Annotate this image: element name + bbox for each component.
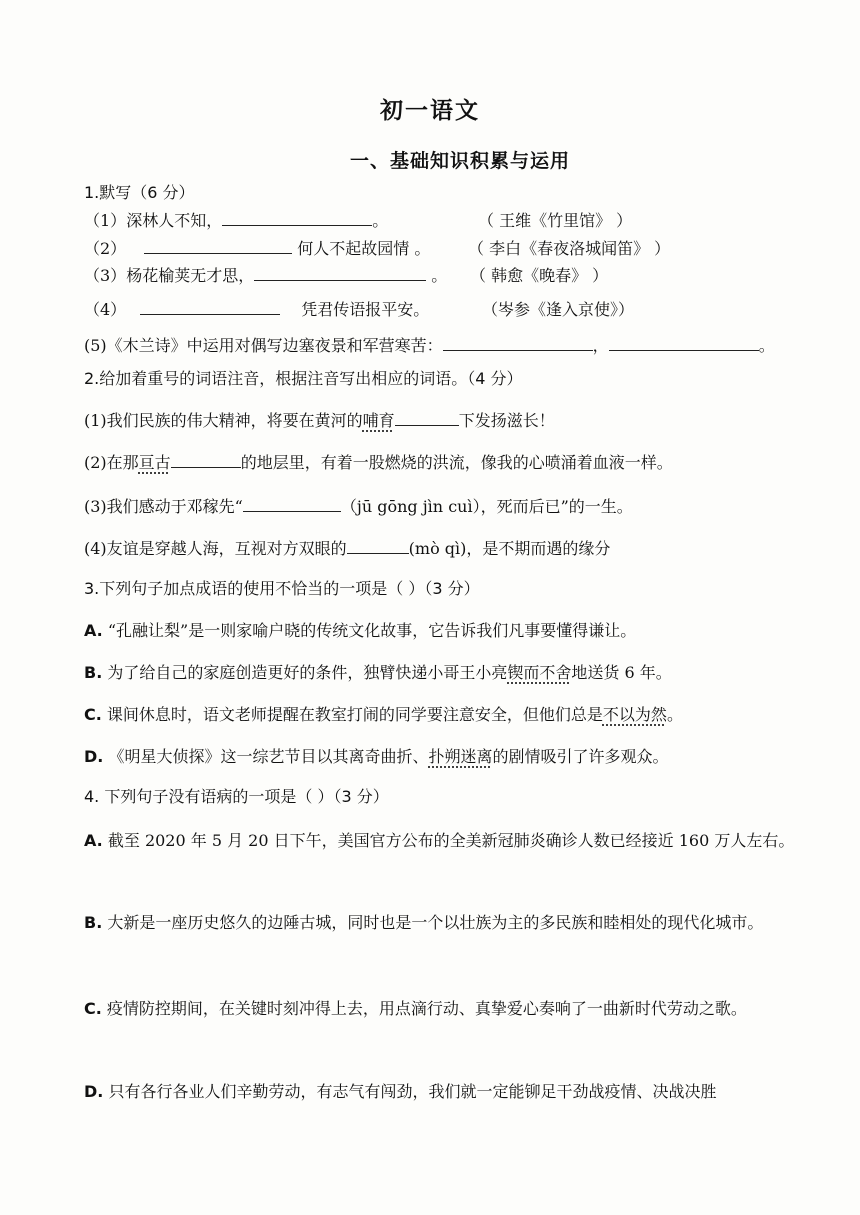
item-text: 。 — [372, 211, 389, 230]
item-text: (5)《木兰诗》中运用对偶写边塞夜景和军营寒苦： — [84, 336, 443, 355]
answer-blank[interactable] — [243, 496, 341, 512]
q3-option-a[interactable] — [84, 620, 636, 642]
q3-heading: 3.下列句子加点成语的使用不恰当的一项是（ ）（3 分） — [84, 579, 480, 598]
q2-sentence-2 — [84, 452, 673, 474]
option-text: 疫情防控期间，在关键时刻冲得上去，用点滴行动、真挚爱心奏响了一曲新时代劳动之歌。 — [101, 999, 747, 1018]
answer-blank[interactable] — [140, 299, 280, 315]
q3-option-c[interactable] — [84, 704, 683, 726]
q2-sentence-1 — [84, 410, 555, 432]
emphasized-word: 亘古 — [138, 453, 171, 472]
answer-blank[interactable] — [222, 210, 372, 226]
option-label: B. — [84, 663, 103, 682]
answer-blank[interactable] — [609, 335, 759, 351]
item-text: 杨花榆荚无才思， — [126, 266, 255, 285]
q4-heading: 4. 下列句子没有语病的一项是（ ）（3 分） — [84, 787, 389, 806]
sentence-text: 的地层里，有着一股燃烧的洪流，像我的心喷涌着血液一样。 — [240, 453, 673, 472]
page-title: 初一语文 — [380, 98, 480, 124]
q1-item-5 — [84, 335, 775, 357]
emphasized-idiom: 扑朔迷离 — [428, 747, 493, 766]
answer-blank[interactable] — [443, 335, 593, 351]
option-text: 截至 2020 年 5 月 20 日下午，美国官方公布的全美新冠肺炎确诊人数已经接近 160 万人左右。 — [102, 831, 795, 850]
item-text: 。 — [758, 336, 775, 355]
option-label: D. — [84, 1082, 104, 1101]
option-text: 大新是一座历史悠久的边陲古城，同时也是一个以壮族为主的多民族和睦相处的现代化城市。 — [102, 913, 764, 932]
option-label: C. — [84, 705, 102, 724]
item-number: （3） — [84, 266, 127, 285]
option-text: 《明星大侦探》这一综艺节目以其离奇曲折、 — [103, 747, 429, 766]
option-label: A. — [84, 621, 103, 640]
q3-option-d[interactable] — [84, 746, 668, 768]
q2-heading: 2.给加着重号的词语注音，根据注音写出相应的词语。（4 分） — [84, 369, 523, 388]
answer-blank[interactable] — [254, 265, 426, 281]
option-text: 的传统文化故事，它告诉我们凡事要懂得谦让。 — [300, 621, 637, 640]
option-text: “孔融让梨”是一则 — [102, 621, 237, 640]
q3-option-b[interactable] — [84, 662, 672, 684]
option-text: 课间休息时，语文老师提醒在教室打闹的同学要注意安全，但他们总是 — [101, 705, 603, 724]
q2-sentence-3 — [84, 496, 633, 518]
item-text: 深林人不知， — [126, 211, 223, 230]
q2-sentence-4 — [84, 538, 610, 560]
sentence-text: （jū gōng jìn cuì），死而后已”的一生。 — [340, 497, 633, 516]
q1-item-3 — [84, 265, 447, 287]
sentence-text: (4)友谊是穿越人海，互视对方双眼的 — [84, 539, 347, 558]
q4-option-a[interactable] — [84, 823, 820, 859]
q1-item-4 — [84, 299, 429, 321]
option-text: 地送货 6 年。 — [571, 663, 672, 682]
q4-option-c[interactable] — [84, 991, 820, 1027]
emphasized-idiom: 锲而不舍 — [507, 663, 572, 682]
option-label: B. — [84, 913, 103, 932]
section-heading: 一、基础知识积累与运用 — [349, 150, 570, 172]
answer-blank[interactable] — [395, 410, 459, 426]
q1-source-3: （ 韩愈《晚春》 ） — [470, 266, 609, 285]
q4-option-d[interactable] — [84, 1074, 820, 1110]
emphasized-idiom: 家喻户晓 — [236, 621, 301, 640]
emphasized-word: 哺育 — [362, 411, 395, 430]
q1-item-2 — [84, 238, 430, 260]
sentence-text: (mò qì)，是不期而遇的缘分 — [408, 539, 611, 558]
item-number: （4） — [84, 300, 127, 319]
option-text: 。 — [666, 705, 683, 724]
item-text: 凭君传语报平安。 — [296, 300, 430, 319]
q1-item-1 — [84, 210, 388, 232]
q1-source-1: （ 王维《竹里馆》 ） — [478, 211, 633, 230]
answer-blank[interactable] — [171, 452, 241, 468]
option-label: C. — [84, 999, 102, 1018]
item-number: （2） — [84, 239, 127, 258]
option-text: 的剧情吸引了许多观众。 — [492, 747, 669, 766]
item-number: （1） — [84, 211, 127, 230]
emphasized-idiom: 不以为然 — [602, 705, 667, 724]
sentence-text: (3)我们感动于邓稼先“ — [84, 497, 243, 516]
q1-source-4: （岑参《逢入京使》） — [482, 300, 635, 319]
sentence-text: (1)我们民族的伟大精神，将要在黄河的 — [84, 411, 363, 430]
answer-blank[interactable] — [347, 538, 409, 554]
item-text: ， — [592, 336, 609, 355]
item-text: 。 — [426, 266, 448, 285]
option-text: 只有各行各业人们辛勤劳动，有志气有闯劲，我们就一定能铆足干劲战疫情、决战决胜 — [103, 1082, 717, 1101]
sentence-text: (2)在那 — [84, 453, 139, 472]
q4-option-b[interactable] — [84, 905, 820, 941]
q1-source-2: （ 李白《春夜洛城闻笛》 ） — [468, 239, 671, 258]
option-text: 为了给自己的家庭创造更好的条件，独臂快递小哥王小亮 — [102, 663, 508, 682]
sentence-text: 下发扬滋长！ — [458, 411, 555, 430]
q1-heading: 1.默写（6 分） — [84, 183, 195, 202]
item-text: 何人不起故园情 。 — [292, 239, 431, 258]
option-label: A. — [84, 831, 103, 850]
option-label: D. — [84, 747, 104, 766]
answer-blank[interactable] — [144, 238, 292, 254]
